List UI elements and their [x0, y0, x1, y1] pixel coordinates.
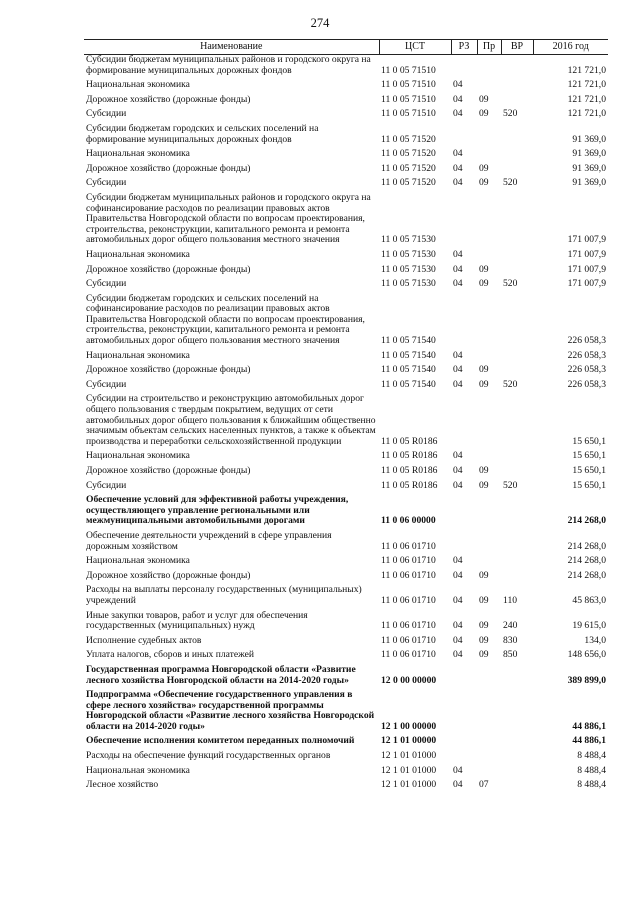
table-row	[84, 124, 608, 145]
row-cst-code: 11 0 05 71520	[381, 177, 436, 189]
row-pr: 09	[479, 162, 489, 174]
row-cst-code: 12 1 01 01000	[381, 779, 437, 791]
row-rz	[451, 55, 477, 77]
table-row	[84, 556, 608, 567]
row-cst-code: 11 0 06 01710	[381, 555, 436, 567]
row-vr	[501, 495, 533, 527]
page-number: 274	[310, 16, 330, 30]
row-rz: 04	[453, 594, 463, 606]
row-vr: 520	[503, 479, 518, 491]
row-pr	[477, 736, 501, 747]
row-amount: 15 650,1	[572, 450, 606, 462]
row-pr: 09	[479, 364, 489, 376]
row-pr: 09	[479, 465, 489, 476]
row-pr: 09	[479, 620, 489, 632]
row-cst-code: 12 1 00 00000	[381, 720, 437, 732]
row-rz: 04	[453, 378, 463, 390]
row-rz: 04	[453, 349, 463, 361]
row-vr	[501, 736, 533, 747]
row-amount: 121 721,0	[567, 93, 606, 105]
row-cst-code: 11 0 05 R0186	[381, 479, 438, 491]
table-row	[84, 178, 608, 189]
table-row	[84, 585, 608, 606]
row-cst-code: 11 0 06 01710	[381, 649, 436, 661]
row-pr	[477, 149, 501, 160]
table-row	[84, 351, 608, 362]
row-pr	[477, 531, 501, 552]
row-amount: 8 488,4	[577, 764, 606, 776]
row-name: Дорожное хозяйство (дорожные фонды)	[86, 263, 251, 275]
row-cst-code: 11 0 05 71540	[381, 335, 436, 347]
row-amount: 214 268,0	[567, 540, 606, 552]
row-cst-code: 11 0 06 00000	[381, 515, 436, 527]
row-vr: 520	[503, 278, 518, 290]
row-vr	[501, 556, 533, 567]
row-cst-code: 11 0 05 R0186	[381, 450, 438, 462]
row-vr	[501, 571, 533, 582]
row-name: Дорожное хозяйство (дорожные фонды)	[86, 364, 251, 376]
row-pr	[477, 495, 501, 527]
header-vr: ВР	[501, 40, 533, 55]
row-vr: 110	[503, 594, 518, 606]
row-name: Дорожное хозяйство (дорожные фонды)	[86, 93, 251, 105]
row-rz	[451, 665, 477, 686]
table-row	[84, 55, 608, 77]
row-vr	[501, 365, 533, 376]
header-rz: РЗ	[451, 40, 477, 55]
row-rz	[451, 531, 477, 552]
row-cst-code: 11 0 05 R0186	[381, 465, 438, 476]
row-pr	[477, 294, 501, 347]
row-name: Дорожное хозяйство (дорожные фонды)	[86, 162, 251, 174]
table-row	[84, 380, 608, 391]
row-pr: 09	[479, 108, 489, 120]
row-cst-code: 11 0 06 01710	[381, 594, 436, 606]
row-vr	[501, 294, 533, 347]
row-amount: 134,0	[584, 634, 606, 646]
table-row	[84, 495, 608, 527]
row-pr	[477, 556, 501, 567]
row-rz: 04	[453, 278, 463, 290]
table-header	[84, 40, 608, 55]
row-pr	[477, 394, 501, 447]
row-name: Субсидии	[86, 108, 127, 120]
row-cst-code: 11 0 05 71510	[381, 64, 436, 76]
row-rz: 04	[453, 764, 463, 776]
row-cst-code: 11 0 05 71520	[381, 133, 436, 145]
row-amount: 91 369,0	[572, 133, 606, 145]
table-row	[84, 95, 608, 106]
budget-table	[84, 39, 608, 795]
row-name: Обеспечение условий для эффективной работы учреждения, осуществляющего управление региональными или межмуниципальными автомобильными дорогами	[86, 494, 349, 527]
row-cst-code: 11 0 05 R0186	[381, 435, 438, 447]
table-row	[84, 265, 608, 276]
row-vr: 520	[503, 108, 518, 120]
row-rz	[451, 294, 477, 347]
row-amount: 8 488,4	[577, 750, 606, 762]
row-name: Субсидии бюджетам муниципальных районов и городского округа на формирование муниципальных дорожных фондов	[86, 54, 371, 76]
row-vr	[501, 665, 533, 686]
row-name: Субсидии	[86, 177, 127, 189]
table-row	[84, 650, 608, 661]
row-name: Национальная экономика	[86, 450, 190, 462]
row-rz: 04	[453, 555, 463, 567]
row-amount: 226 058,3	[567, 349, 606, 361]
row-rz	[451, 124, 477, 145]
table-row	[84, 531, 608, 552]
row-amount: 214 268,0	[567, 555, 606, 567]
row-name: Дорожное хозяйство (дорожные фонды)	[86, 465, 251, 476]
row-vr: 830	[503, 634, 518, 646]
row-rz: 04	[453, 450, 463, 462]
row-vr	[501, 780, 533, 791]
row-rz	[451, 495, 477, 527]
row-rz	[451, 193, 477, 246]
row-vr	[501, 149, 533, 160]
row-pr: 09	[479, 569, 489, 581]
row-rz	[451, 736, 477, 747]
row-cst-code: 11 0 06 01710	[381, 620, 436, 632]
row-pr: 09	[479, 634, 489, 646]
row-rz: 04	[453, 93, 463, 105]
table-row	[84, 690, 608, 732]
row-cst-code: 12 0 00 00000	[381, 674, 437, 686]
table-row	[84, 451, 608, 462]
row-name: Уплата налогов, сборов и иных платежей	[86, 649, 255, 661]
header-amount: 2016 год	[533, 40, 608, 55]
row-vr: 850	[503, 649, 518, 661]
table-row	[84, 279, 608, 290]
row-cst-code: 11 0 05 71540	[381, 378, 436, 390]
row-pr: 09	[479, 93, 489, 105]
row-pr	[477, 250, 501, 261]
row-vr	[501, 250, 533, 261]
row-amount: 19 615,0	[572, 620, 606, 632]
row-amount: 226 058,3	[567, 364, 606, 376]
row-spacer	[84, 791, 608, 795]
row-name: Лесное хозяйство	[86, 779, 159, 791]
table-row	[84, 250, 608, 261]
table-row	[84, 571, 608, 582]
row-rz: 04	[453, 263, 463, 275]
row-cst-code: 11 0 05 71530	[381, 263, 436, 275]
row-name: Расходы на обеспечение функций государственных органов	[86, 750, 331, 762]
row-name: Субсидии	[86, 278, 127, 290]
row-vr: 240	[503, 620, 518, 632]
row-vr	[501, 80, 533, 91]
row-pr	[477, 193, 501, 246]
row-pr	[477, 665, 501, 686]
row-cst-code: 11 0 05 71530	[381, 278, 436, 290]
row-name: Исполнение судебных актов	[86, 634, 202, 646]
row-vr	[501, 394, 533, 447]
row-rz: 04	[453, 148, 463, 160]
row-name: Субсидии	[86, 479, 127, 491]
row-rz: 04	[453, 569, 463, 581]
row-vr	[501, 164, 533, 175]
row-cst-code: 11 0 05 71540	[381, 349, 436, 361]
row-rz	[451, 751, 477, 762]
row-pr	[477, 124, 501, 145]
row-name: Субсидии на строительство и реконструкцию автомобильных дорог общего пользования с твердым покрытием, ведущих от сети автомобильных дорог общего пользования к ближайшим общественно значимым объектам сельских населенных пунктов, а также к объектам производства и переработки сельскохозяйственной продукции	[86, 393, 376, 447]
row-amount: 44 886,1	[572, 735, 606, 747]
row-amount: 214 268,0	[567, 515, 606, 527]
row-name: Расходы на выплаты персоналу государственных (муниципальных) учреждений	[86, 584, 362, 606]
row-cst-code: 12 1 01 01000	[381, 764, 437, 776]
row-cst-code: 11 0 06 01710	[381, 540, 436, 552]
table-body	[84, 55, 608, 795]
row-amount: 171 007,9	[567, 248, 606, 260]
row-cst-code: 12 1 01 00000	[381, 735, 437, 747]
row-vr	[501, 690, 533, 732]
row-name: Национальная экономика	[86, 148, 190, 160]
row-name: Национальная экономика	[86, 248, 190, 260]
row-rz: 04	[453, 364, 463, 376]
row-name: Обеспечение исполнения комитетом переданных полномочий	[86, 735, 355, 747]
row-cst-code: 11 0 05 71510	[381, 93, 436, 105]
table-row	[84, 751, 608, 762]
row-rz	[451, 394, 477, 447]
table-row	[84, 481, 608, 492]
table-row	[84, 294, 608, 347]
row-amount: 121 721,0	[567, 64, 606, 76]
row-amount: 15 650,1	[572, 479, 606, 491]
row-amount: 91 369,0	[572, 148, 606, 160]
row-pr: 07	[479, 779, 489, 791]
table-row	[84, 149, 608, 160]
row-vr: 520	[503, 378, 518, 390]
row-pr: 09	[479, 594, 489, 606]
row-amount: 121 721,0	[567, 79, 606, 91]
row-cst-code: 11 0 05 71510	[381, 79, 436, 91]
row-amount: 8 488,4	[577, 779, 606, 791]
row-vr: 520	[503, 177, 518, 189]
row-name: Национальная экономика	[86, 764, 190, 776]
row-vr	[501, 466, 533, 477]
row-rz: 04	[453, 162, 463, 174]
row-pr: 09	[479, 278, 489, 290]
row-pr: 09	[479, 479, 489, 491]
row-cst-code: 12 1 01 01000	[381, 750, 437, 762]
row-vr	[501, 124, 533, 145]
row-amount: 148 656,0	[567, 649, 606, 661]
table-row	[84, 780, 608, 791]
row-rz: 04	[453, 649, 463, 661]
row-vr	[501, 751, 533, 762]
row-name: Обеспечение деятельности учреждений в сфере управления дорожным хозяйством	[86, 529, 332, 552]
row-name: Национальная экономика	[86, 555, 190, 567]
row-amount: 44 886,1	[572, 720, 606, 732]
row-pr: 09	[479, 263, 489, 275]
row-amount: 15 650,1	[572, 435, 606, 447]
row-cst-code: 11 0 05 71520	[381, 148, 436, 160]
table-row	[84, 611, 608, 632]
row-cst-code: 11 0 05 71530	[381, 234, 436, 246]
row-rz: 04	[453, 79, 463, 91]
row-vr	[501, 265, 533, 276]
row-amount: 171 007,9	[567, 234, 606, 246]
row-vr	[501, 766, 533, 777]
row-amount: 121 721,0	[567, 108, 606, 120]
row-cst-code: 11 0 05 71530	[381, 248, 436, 260]
row-rz: 04	[453, 465, 463, 476]
row-rz: 04	[453, 634, 463, 646]
row-amount: 214 268,0	[567, 569, 606, 581]
row-name: Национальная экономика	[86, 349, 190, 361]
row-rz: 04	[453, 779, 463, 791]
table-row	[84, 109, 608, 120]
row-pr	[477, 751, 501, 762]
row-pr: 09	[479, 649, 489, 661]
row-vr	[501, 351, 533, 362]
table-row	[84, 736, 608, 747]
header-cst: ЦСТ	[379, 40, 451, 55]
row-cst-code: 11 0 05 71540	[381, 364, 436, 376]
row-cst-code: 11 0 06 01710	[381, 569, 436, 581]
row-name: Субсидии	[86, 378, 127, 390]
row-cst-code: 11 0 05 71510	[381, 108, 436, 120]
row-name: Национальная экономика	[86, 79, 190, 91]
row-name: Субсидии бюджетам городских и сельских поселений на формирование муниципальных дорожных фондов	[86, 122, 319, 145]
table-row	[84, 636, 608, 647]
row-pr: 09	[479, 378, 489, 390]
row-rz	[451, 690, 477, 732]
row-amount: 45 863,0	[572, 594, 606, 606]
row-vr	[501, 451, 533, 462]
row-vr	[501, 55, 533, 77]
row-amount: 91 369,0	[572, 177, 606, 189]
row-rz: 04	[453, 620, 463, 632]
row-amount: 226 058,3	[567, 378, 606, 390]
row-rz: 04	[453, 248, 463, 260]
table-row	[84, 665, 608, 686]
row-rz: 04	[453, 177, 463, 189]
header-name: Наименование	[84, 40, 379, 55]
header-pr: Пр	[477, 40, 501, 55]
row-pr: 09	[479, 177, 489, 189]
table-row	[84, 766, 608, 777]
table-row	[84, 466, 608, 477]
row-pr	[477, 766, 501, 777]
row-pr	[477, 80, 501, 91]
table-row	[84, 80, 608, 91]
row-vr	[501, 95, 533, 106]
row-cst-code: 11 0 05 71520	[381, 162, 436, 174]
row-amount: 171 007,9	[567, 263, 606, 275]
row-name: Подпрограмма «Обеспечение государственного управления в сфере лесного хозяйства» государственной программы Новгородской области «Развитие лесного хозяйства Новгородской области на 2014-2020 годы»	[86, 689, 375, 732]
row-pr	[477, 55, 501, 77]
row-vr	[501, 193, 533, 246]
row-name: Государственная программа Новгородской области «Развитие лесного хозяйства Новгородской области на 2014-2020 годы»	[86, 663, 356, 686]
row-pr	[477, 351, 501, 362]
row-name: Субсидии бюджетам муниципальных районов и городского округа на софинансирование расходов по реализации правовых актов Правительства Новгородской области по вопросам проектирования, строительства, реконструкции, капитального ремонта и ремонта автомобильных дорог общего пользования местного значения	[86, 191, 371, 246]
row-rz: 04	[453, 108, 463, 120]
row-pr	[477, 451, 501, 462]
table-row	[84, 193, 608, 246]
row-amount: 15 650,1	[572, 465, 606, 476]
row-cst-code: 11 0 06 01710	[381, 634, 436, 646]
row-name: Иные закупки товаров, работ и услуг для обеспечения государственных (муниципальных) нужд	[86, 609, 308, 632]
row-name: Дорожное хозяйство (дорожные фонды)	[86, 569, 251, 581]
row-amount: 389 899,0	[567, 674, 606, 686]
row-amount: 226 058,3	[567, 335, 606, 347]
row-vr	[501, 531, 533, 552]
row-amount: 171 007,9	[567, 278, 606, 290]
row-rz: 04	[453, 479, 463, 491]
row-amount: 91 369,0	[572, 162, 606, 174]
row-name: Субсидии бюджетам городских и сельских поселений на софинансирование расходов по реализации правовых актов Правительства Новгородской области по вопросам проектирования, строительства, реконструкции, капитального ремонта и ремонта автомобильных дорог общего пользования местного значения	[86, 292, 365, 347]
table-row	[84, 365, 608, 376]
row-pr	[477, 690, 501, 732]
table-row	[84, 394, 608, 447]
table-row	[84, 164, 608, 175]
